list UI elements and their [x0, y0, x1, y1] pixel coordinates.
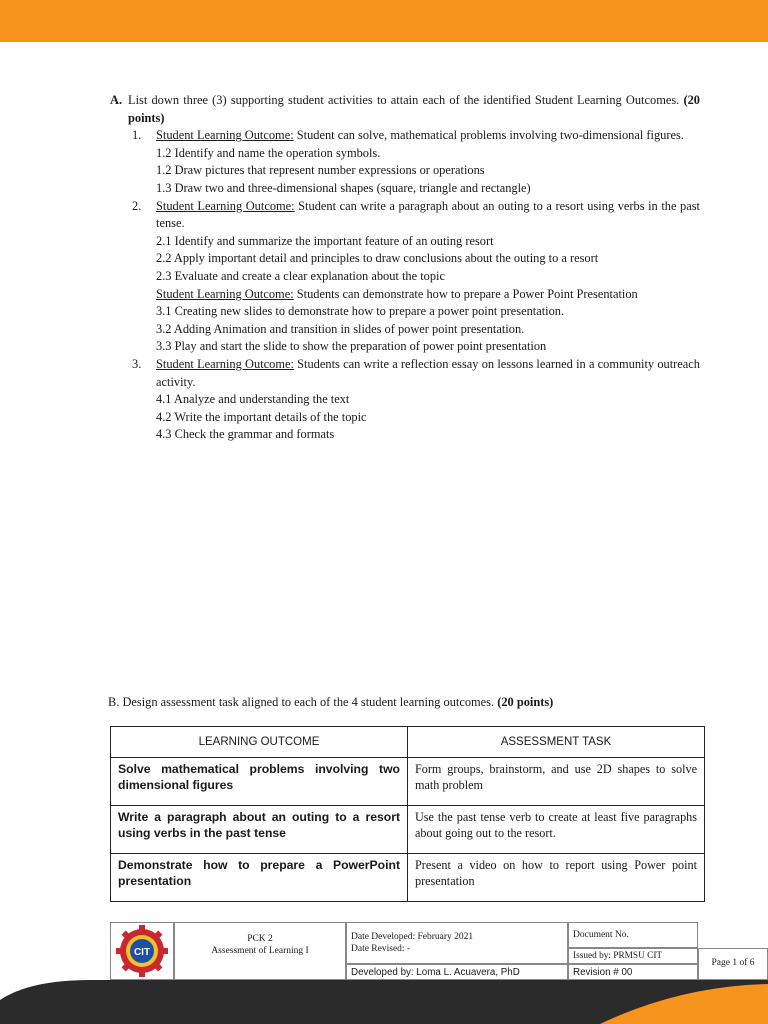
outcome-text: Students can write a reflection essay on lessons learned in a community outreach activity. [156, 356, 701, 389]
activity-item: 2.3 Evaluate and create a clear explanation about the topic [156, 268, 445, 283]
activity-item: 2.1 Identify and summarize the important feature of an outing resort [156, 233, 494, 248]
table-row [111, 806, 705, 854]
institution-logo [110, 922, 174, 980]
section-a-letter: A. [110, 93, 123, 107]
bottom-decorative-bar [0, 980, 768, 1024]
dates-cell [346, 922, 568, 964]
activity-item: 3.1 Creating new slides to demonstrate how to prepare a power point presentation. [156, 304, 565, 319]
section-a [110, 92, 700, 444]
activity-list [156, 233, 700, 286]
outcome-text: Student can write a paragraph about an outing to a resort using verbs in the past tense. [156, 198, 700, 231]
course-code: PCK 2 [247, 934, 273, 944]
column-header-learning-outcome: LEARNING OUTCOME [111, 727, 408, 758]
section-a-instruction: List down three (3) supporting student activities to attain each of the identified Student Learning Outcomes. [128, 93, 680, 107]
gear-seal-icon [116, 925, 168, 977]
date-revised: Date Revised: - [351, 944, 411, 954]
outcome-label: Student Learning Outcome: [156, 286, 294, 301]
activity-item: 3.3 Play and start the slide to show the preparation of power point presentation [156, 339, 547, 354]
table-row [111, 758, 705, 806]
outcome-label: Student Learning Outcome: [156, 356, 294, 371]
assessment-task-cell: Form groups, brainstorm, and use 2D shapes to solve math problem [408, 758, 705, 806]
column-header-assessment-task: ASSESSMENT TASK [408, 727, 705, 758]
activity-list [156, 145, 700, 198]
course-title: Assessment of Learning I [211, 946, 309, 956]
course-cell [174, 922, 346, 980]
section-a-points: (20 points) [128, 93, 700, 125]
outcome-text: Students can demonstrate how to prepare a Power Point Presentation [293, 286, 638, 301]
learning-outcome-cell: Write a paragraph about an outing to a resort using verbs in the past tense [111, 806, 408, 854]
outcome-text: Student can solve, mathematical problems involving two-dimensional figures. [293, 128, 684, 143]
learning-outcome-cell: Demonstrate how to prepare a PowerPoint presentation [111, 854, 408, 902]
activity-item: 3.2 Adding Animation and transition in slides of power point presentation. [156, 321, 525, 336]
table-row [111, 854, 705, 902]
learning-outcome-cell: Solve mathematical problems involving two dimensional figures [111, 758, 408, 806]
outcome-item: 2. Student Learning Outcome: Student can write a paragraph about an outing to a resort using verbs in the past tense. [132, 198, 700, 231]
activity-item: 1.3 Draw two and three-dimensional shapes (square, triangle and rectangle) [156, 180, 531, 195]
assessment-task-cell: Present a video on how to report using Power point presentation [408, 854, 705, 902]
activity-list [156, 303, 700, 356]
date-developed: Date Developed: February 2021 [351, 932, 474, 942]
outcome-label: Student Learning Outcome [156, 128, 291, 143]
assessment-task-cell: Use the past tense verb to create at least five paragraphs about going out to the resort. [408, 806, 705, 854]
activity-item: 4.1 Analyze and understanding the text [156, 392, 350, 407]
section-b-heading [108, 694, 708, 711]
document-footer [110, 922, 768, 980]
issued-by: Issued by: PRMSU CIT [568, 948, 698, 964]
outcome-label: Student Learning Outcome: [156, 198, 295, 213]
document-number: Document No. [568, 922, 698, 948]
activity-item: 4.2 Write the important details of the topic [156, 409, 367, 424]
activity-item: 1.2 Identify and name the operation symbols. [156, 145, 381, 160]
activity-item: 1.2 Draw pictures that represent number expressions or operations [156, 163, 485, 178]
revision-number: Revision # 00 [568, 964, 698, 980]
outcome-item: 3. Student Learning Outcome: Students can write a reflection essay on lessons learned in a community outreach activity. [132, 356, 701, 389]
activity-item: 2.2 Apply important detail and principles to draw conclusions about the outing to a resort [156, 251, 599, 266]
page-number: Page 1 of 6 [698, 948, 768, 980]
table-header-row [111, 727, 705, 758]
section-b-points: (20 points) [497, 695, 554, 709]
logo-text: CIT [133, 947, 151, 958]
assessment-table [110, 726, 705, 902]
activity-list [156, 391, 700, 444]
section-a-heading [110, 92, 700, 127]
developed-by: Developed by: Loma L. Acuavera, PhD [346, 964, 568, 980]
outcome-item [156, 286, 700, 304]
section-b-instruction: B. Design assessment task aligned to each of the 4 student learning outcomes. [108, 695, 495, 709]
top-accent-bar [0, 0, 768, 42]
activity-item: 4.3 Check the grammar and formats [156, 427, 335, 442]
outcome-item: 1. Student Learning Outcome: Student can solve, mathematical problems involving two-dimensional figures. [132, 128, 684, 143]
